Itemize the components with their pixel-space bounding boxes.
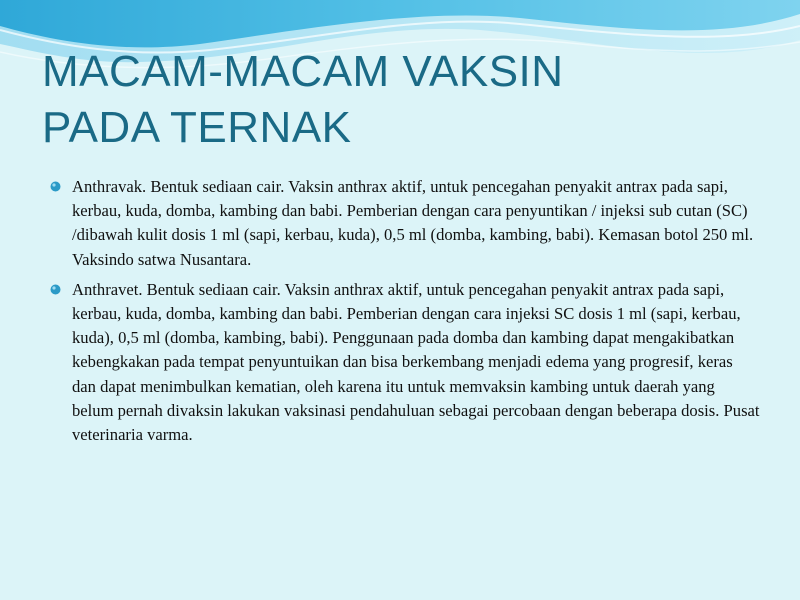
circle-bullet-icon — [50, 181, 61, 192]
bullet-text: Anthravet. Bentuk sediaan cair. Vaksin anthrax aktif, untuk pencegahan penyakit antrax pada sapi, kerbau, kuda, domba, kambing dan babi. Pemberian dengan cara injeksi SC dosis 1 ml (sapi, kerbau, kuda), 0,5 ml (domba, kambing, babi). Penggunaan pada domba dan kambing dapat mengakibatkan kebengkakan pada tempat penyuntuikan dan bisa berkembang menjadi edema yang progresif, keras dan dapat menimbulkan kematian, oleh karena itu untuk memvaksin kambing untuk daerah yang belum pernah divaksin lakukan vaksinasi pendahuluan sebagai percobaan dengan beberapa dosis. Pusat veterinaria varma. — [72, 279, 760, 445]
slide-title — [42, 44, 762, 156]
circle-bullet-icon — [50, 284, 61, 295]
slide-title-line1: MACAM-MACAM VAKSIN — [42, 47, 564, 96]
list-item — [50, 175, 760, 272]
list-item — [50, 278, 760, 447]
slide-title-line2: PADA TERNAK — [42, 103, 352, 152]
bullet-list — [50, 175, 760, 453]
bullet-text: Anthravak. Bentuk sediaan cair. Vaksin anthrax aktif, untuk pencegahan penyakit antrax pada sapi, kerbau, kuda, domba, kambing dan babi. Pemberian dengan cara penyuntikan / injeksi sub cutan (SC) /dibawah kulit dosis 1 ml (sapi, kerbau, kuda), 0,5 ml (domba, kambing, babi). Kemasan botol 250 ml. Vaksindo satwa Nusantara. — [72, 177, 754, 269]
